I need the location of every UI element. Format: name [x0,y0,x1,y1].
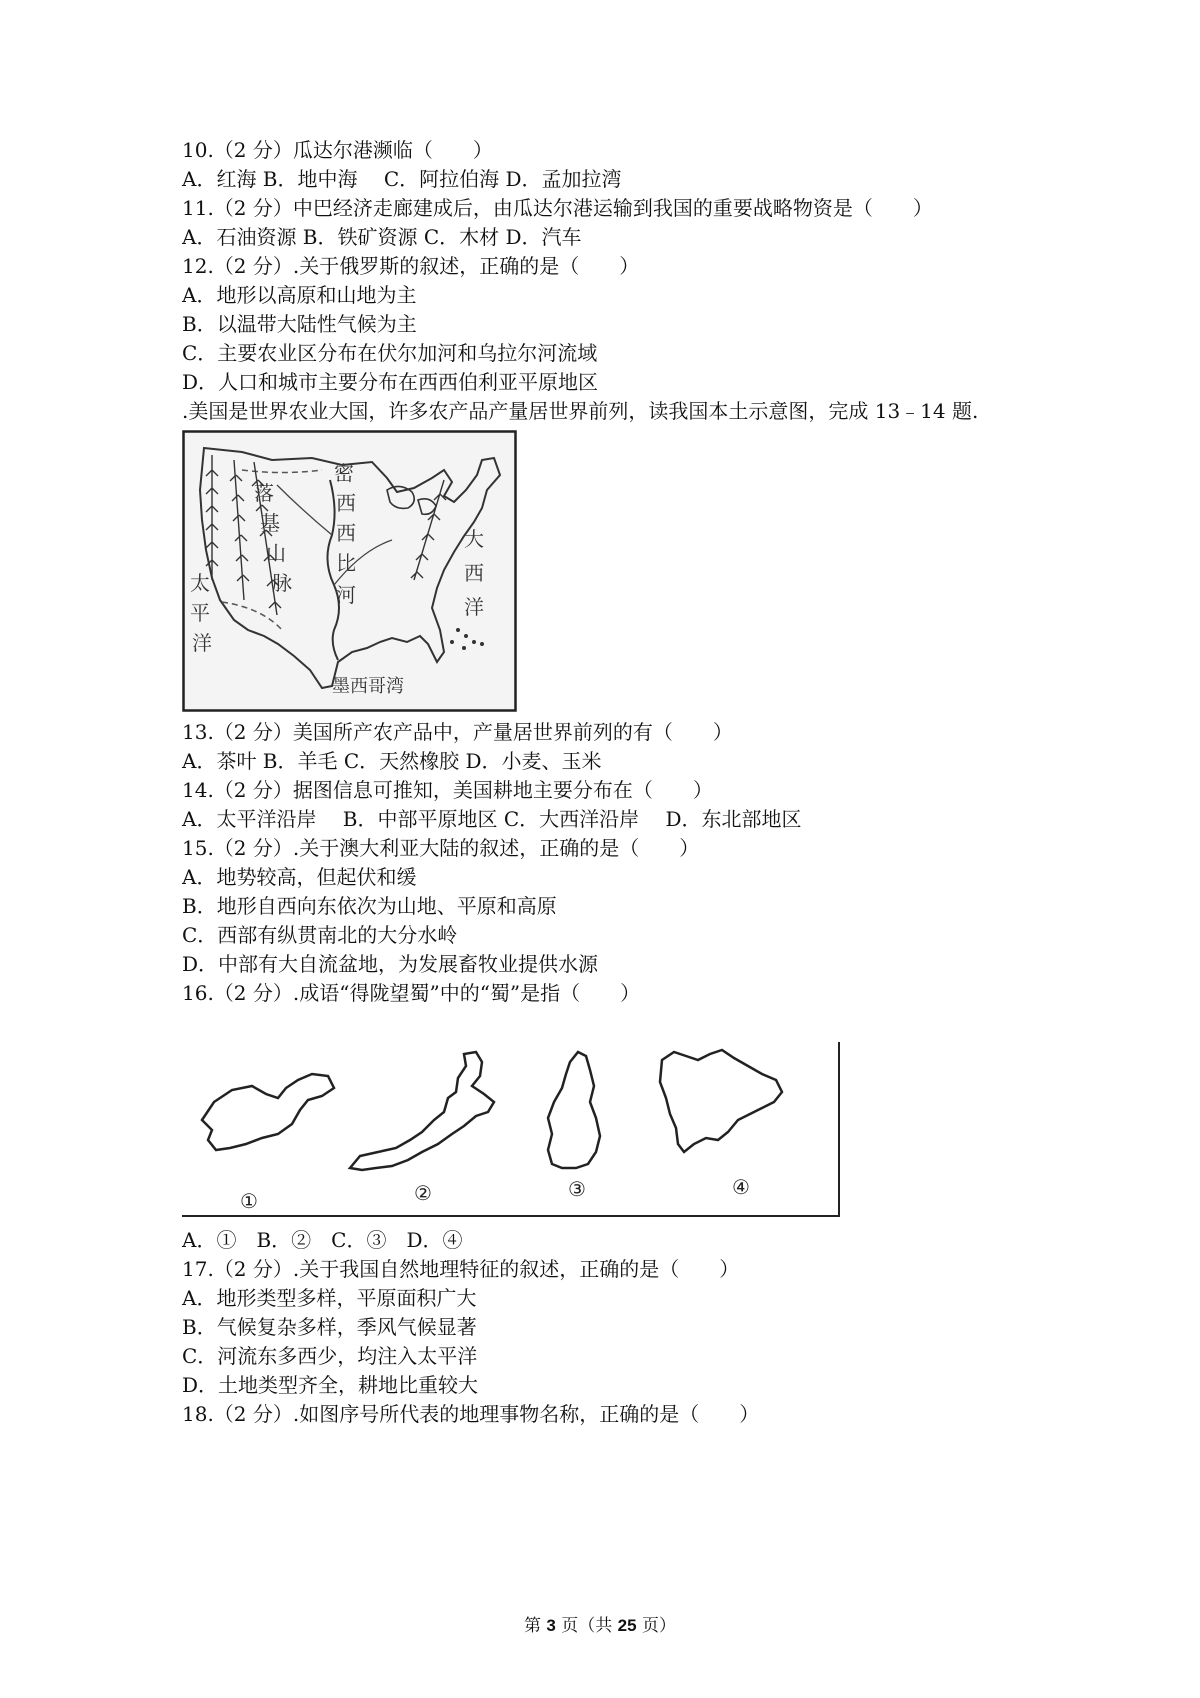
q17-option-b: B．气候复杂多样，季风气候显著 [182,1315,477,1339]
footer-total-pages: 25 [617,1616,637,1635]
province-shape-4 [660,1050,782,1152]
page-footer [0,1614,1200,1638]
map-label-mississippi-4: 比 [336,551,356,575]
q11-options: A．石油资源 B．铁矿资源 C．木材 D．汽车 [182,225,582,249]
province-number-1: ① [240,1189,258,1213]
province-number-2: ② [414,1181,432,1205]
map-label-rockies-2: 基 [260,511,280,535]
province-shapes-figure [182,1040,842,1218]
map-label-mississippi-2: 西 [336,491,356,515]
footer-prefix: 第 [523,1616,547,1636]
q10-stem: 10.（2 分）瓜达尔港濒临（ ） [182,138,493,162]
province-shape-3 [548,1052,600,1168]
map-label-atlantic-3: 洋 [464,595,484,619]
q16-options: A．① B．② C．③ D．④ [182,1228,463,1252]
map-label-atlantic-1: 大 [464,527,484,551]
province-shape-2 [350,1052,494,1170]
q10-options: A．红海 B．地中海 C．阿拉伯海 D．孟加拉湾 [182,167,622,191]
map-label-gulf: 墨西哥湾 [332,676,404,697]
q12-option-a: A．地形以高原和山地为主 [182,283,417,307]
map-label-pacific-3: 洋 [192,631,212,655]
usa-map-figure [182,430,518,714]
q14-options: A．太平洋沿岸 B．中部平原地区 C．大西洋沿岸 D．东北部地区 [182,807,802,831]
footer-middle: 页（共 [555,1616,618,1636]
map-label-mississippi-3: 西 [336,521,356,545]
q14-stem: 14.（2 分）据图信息可推知，美国耕地主要分布在（ ） [182,778,713,802]
q15-option-a: A．地势较高，但起伏和缓 [182,865,417,889]
q11-stem: 11.（2 分）中巴经济走廊建成后，由瓜达尔港运输到我国的重要战略物资是（ ） [182,196,933,220]
q12-option-b: B．以温带大陆性气候为主 [182,312,417,336]
q13-options: A．茶叶 B．羊毛 C．天然橡胶 D．小麦、玉米 [182,749,602,773]
q13-stem: 13.（2 分）美国所产农产品中，产量居世界前列的有（ ） [182,720,733,744]
map-label-rockies-1: 落 [254,481,274,505]
q16-stem: 16.（2 分）.成语“得陇望蜀”中的“蜀”是指（ ） [182,981,641,1005]
province-number-4: ④ [732,1175,750,1199]
map-label-mississippi-5: 河 [336,583,356,607]
map-label-pacific-1: 太 [190,571,210,595]
map-label-pacific-2: 平 [190,601,210,625]
q17-option-d: D．土地类型齐全，耕地比重较大 [182,1373,479,1397]
q15-option-c: C．西部有纵贯南北的大分水岭 [182,923,458,947]
q17-option-a: A．地形类型多样，平原面积广大 [182,1286,477,1310]
q15-stem: 15.（2 分）.关于澳大利亚大陆的叙述，正确的是（ ） [182,836,700,860]
map-label-mississippi-1: 密 [334,461,354,485]
q15-option-b: B．地形自西向东依次为山地、平原和高原 [182,894,557,918]
q12-stem: 12.（2 分）.关于俄罗斯的叙述，正确的是（ ） [182,254,640,278]
q17-option-c: C．河流东多西少，均注入太平洋 [182,1344,478,1368]
map-label-rockies-3: 山 [266,541,286,565]
footer-suffix: 页） [636,1616,676,1636]
map-label-rockies-4: 脉 [272,571,292,595]
q12-option-c: C．主要农业区分布在伏尔加河和乌拉尔河流域 [182,341,598,365]
q17-stem: 17.（2 分）.关于我国自然地理特征的叙述，正确的是（ ） [182,1257,740,1281]
footer-page-number: 3 [546,1616,556,1635]
map-label-atlantic-2: 西 [464,561,484,585]
q15-option-d: D．中部有大自流盆地，为发展畜牧业提供水源 [182,952,599,976]
intro-13-14: .美国是世界农业大国，许多农产品产量居世界前列，读我国本土示意图，完成 13﹣14 题. [182,399,979,423]
province-number-3: ③ [568,1177,586,1201]
q18-stem: 18.（2 分）.如图序号所代表的地理事物名称，正确的是（ ） [182,1402,760,1426]
q12-option-d: D．人口和城市主要分布在西西伯利亚平原地区 [182,370,599,394]
province-shape-1 [202,1074,334,1150]
